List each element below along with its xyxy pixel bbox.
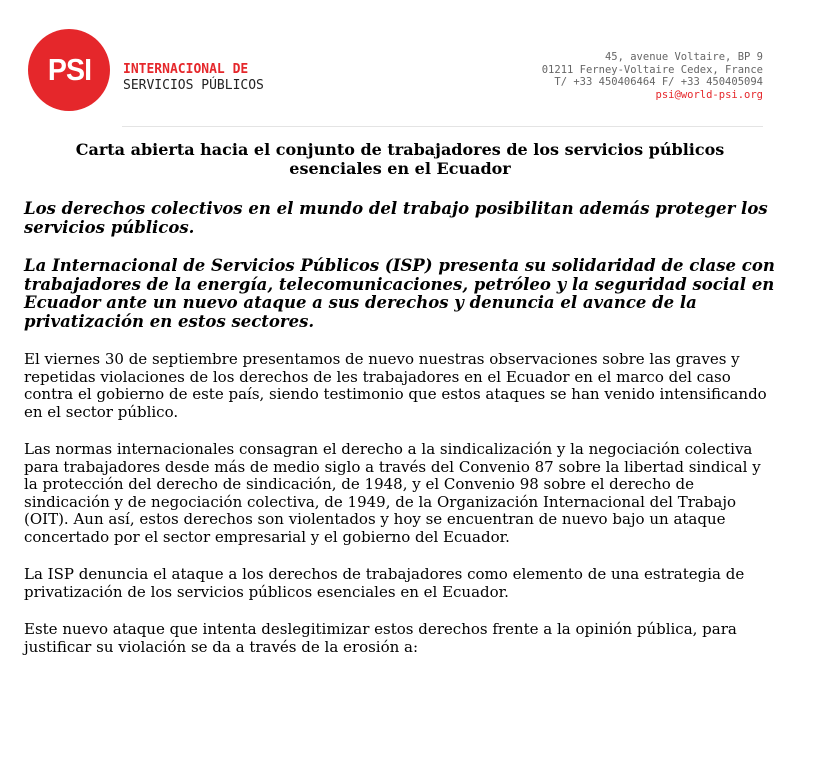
body-paragraph-4: Este nuevo ataque que intenta deslegitimizar estos derechos frente a la opinión pública, para justificar su violación se da a través de la erosión a: [24,620,737,656]
body-paragraph-1: El viernes 30 de septiembre presentamos de nuevo nuestras observaciones sobre las graves y repetidas violaciones de los derechos de les trabajadores en el Ecuador en el marco del caso contra el gobierno de este país, siendo testimonio que estos ataques se han venido intensificando en el sector público. [24,350,767,421]
header-divider [122,126,763,127]
body-paragraph-3: La ISP denuncia el ataque a los derechos de trabajadores como elemento de una estrategia de privatización de los servicios públicos esenciales en el Ecuador. [24,565,745,601]
letter-body [24,140,776,676]
logo-text: PSI [47,52,91,87]
organization-name [123,62,264,94]
address-phone-fax: T/ +33 450406464 F/ +33 450405094 [554,76,763,88]
org-name-line1: INTERNACIONAL DE [123,62,249,77]
psi-logo [28,29,110,111]
body-paragraph-2: Las normas internacionales consagran el derecho a la sindicalización y la negociación colectiva para trabajadores desde más de medio siglo a través del Convenio 87 sobre la libertad sindical y la protección del derecho de sindicación, de 1948, y el Convenio 98 sobre el derecho de sindicación y de negociación colectiva, de 1949, de la Organización Internacional del Trabajo (OIT). Aun así, estos derechos son violentados y hoy se encuentran de nuevo bajo un ataque concertado por el sector empresarial y el gobierno del Ecuador. [24,440,761,546]
address-block [542,51,763,101]
address-city: 01211 Ferney-Voltaire Cedex, France [541,63,763,76]
lead-paragraph-1: Los derechos colectivos en el mundo del trabajo posibilitan además proteger los servicios públicos. [24,199,768,237]
lead-paragraph-2: La Internacional de Servicios Públicos (ISP) presenta su solidaridad de clase con trabajadores de la energía, telecomunicaciones, petróleo y la seguridad social en Ecuador ante un nuevo ataque a sus derechos y denuncia el avance de la privatización en estos sectores. [24,256,775,331]
org-name-line2: SERVICIOS PÚBLICOS [123,78,264,93]
address-street: 45, avenue Voltaire, BP 9 [604,51,763,63]
letter-title: Carta abierta hacia el conjunto de trabajadores de los servicios públicos esenciales en el Ecuador [75,140,725,178]
address-email: psi@world-psi.org [655,88,763,101]
